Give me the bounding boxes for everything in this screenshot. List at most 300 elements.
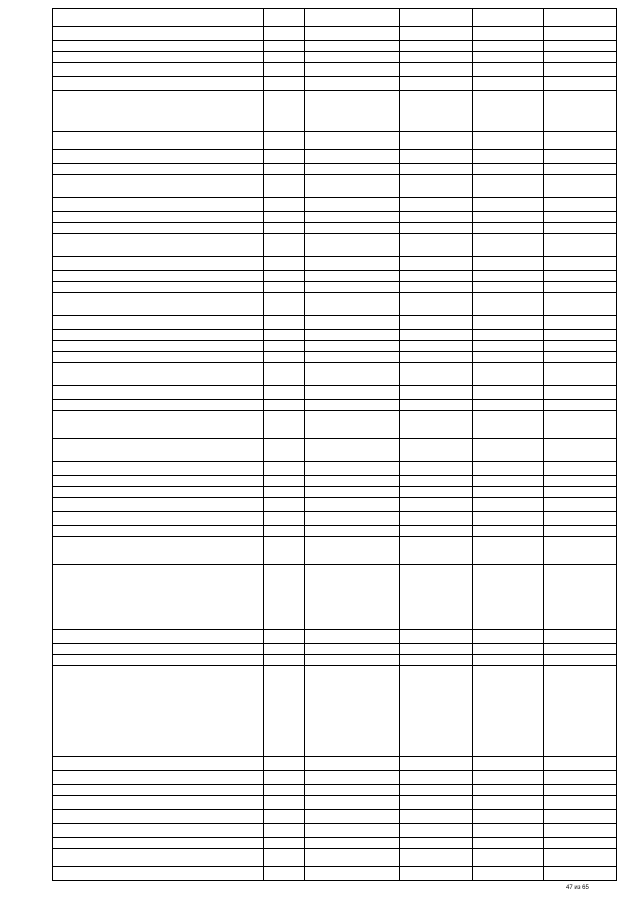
cell-ex <box>473 352 544 363</box>
cell-ad <box>264 164 305 175</box>
cell-ex <box>473 91 544 132</box>
cell-name <box>53 132 264 150</box>
cell-ex <box>473 512 544 526</box>
cell-code <box>305 785 400 796</box>
cell-sum <box>400 77 473 91</box>
cell-rest <box>544 462 617 476</box>
cell-ad <box>264 212 305 223</box>
cell-name <box>53 644 264 655</box>
cell-name <box>53 257 264 271</box>
table-row <box>53 462 617 476</box>
cell-name <box>53 91 264 132</box>
table-row <box>53 644 617 655</box>
cell-ex <box>473 52 544 63</box>
table-row <box>53 867 617 881</box>
cell-ex <box>473 462 544 476</box>
cell-code <box>305 565 400 630</box>
table-row <box>53 27 617 41</box>
table-row <box>53 785 617 796</box>
cell-sum <box>400 341 473 352</box>
cell-name <box>53 363 264 386</box>
cell-sum <box>400 838 473 849</box>
budget-table-body <box>53 9 617 881</box>
cell-ad <box>264 271 305 282</box>
cell-ex <box>473 757 544 771</box>
cell-rest <box>544 27 617 41</box>
table-row <box>53 655 617 666</box>
cell-ex <box>473 630 544 644</box>
cell-ad <box>264 867 305 881</box>
cell-name <box>53 223 264 234</box>
cell-code <box>305 796 400 810</box>
cell-ex <box>473 537 544 565</box>
cell-name <box>53 175 264 198</box>
cell-code <box>305 512 400 526</box>
cell-code <box>305 498 400 512</box>
cell-sum <box>400 644 473 655</box>
cell-sum <box>400 771 473 785</box>
cell-ad <box>264 293 305 316</box>
table-row <box>53 771 617 785</box>
cell-code <box>305 810 400 824</box>
cell-ad <box>264 526 305 537</box>
cell-name <box>53 512 264 526</box>
cell-sum <box>400 386 473 400</box>
cell-rest <box>544 150 617 164</box>
cell-ad <box>264 630 305 644</box>
cell-ex <box>473 132 544 150</box>
cell-ad <box>264 341 305 352</box>
cell-name <box>53 9 264 27</box>
cell-ad <box>264 282 305 293</box>
cell-ex <box>473 498 544 512</box>
cell-sum <box>400 212 473 223</box>
cell-rest <box>544 771 617 785</box>
cell-ex <box>473 27 544 41</box>
cell-ex <box>473 175 544 198</box>
cell-code <box>305 330 400 341</box>
cell-sum <box>400 400 473 411</box>
cell-ex <box>473 810 544 824</box>
cell-name <box>53 810 264 824</box>
cell-name <box>53 282 264 293</box>
table-row <box>53 257 617 271</box>
cell-name <box>53 537 264 565</box>
table-row <box>53 411 617 439</box>
cell-name <box>53 757 264 771</box>
cell-code <box>305 293 400 316</box>
table-row <box>53 796 617 810</box>
cell-name <box>53 487 264 498</box>
cell-sum <box>400 565 473 630</box>
cell-code <box>305 386 400 400</box>
cell-ex <box>473 223 544 234</box>
cell-ad <box>264 63 305 77</box>
cell-ad <box>264 91 305 132</box>
cell-sum <box>400 282 473 293</box>
cell-code <box>305 223 400 234</box>
cell-sum <box>400 150 473 164</box>
cell-sum <box>400 498 473 512</box>
cell-rest <box>544 212 617 223</box>
cell-ad <box>264 487 305 498</box>
cell-rest <box>544 476 617 487</box>
cell-ad <box>264 386 305 400</box>
cell-ex <box>473 849 544 867</box>
cell-code <box>305 9 400 27</box>
cell-sum <box>400 785 473 796</box>
table-row <box>53 198 617 212</box>
cell-rest <box>544 234 617 257</box>
cell-ad <box>264 565 305 630</box>
cell-sum <box>400 526 473 537</box>
cell-sum <box>400 363 473 386</box>
cell-ex <box>473 666 544 757</box>
cell-sum <box>400 198 473 212</box>
table-row <box>53 282 617 293</box>
table-row <box>53 52 617 63</box>
table-row <box>53 77 617 91</box>
cell-ex <box>473 271 544 282</box>
cell-ex <box>473 487 544 498</box>
cell-ad <box>264 655 305 666</box>
cell-rest <box>544 271 617 282</box>
cell-ex <box>473 476 544 487</box>
table-row <box>53 439 617 462</box>
cell-rest <box>544 77 617 91</box>
cell-name <box>53 498 264 512</box>
cell-name <box>53 234 264 257</box>
cell-name <box>53 439 264 462</box>
cell-ad <box>264 316 305 330</box>
cell-ad <box>264 223 305 234</box>
cell-name <box>53 330 264 341</box>
cell-rest <box>544 838 617 849</box>
cell-name <box>53 212 264 223</box>
cell-sum <box>400 487 473 498</box>
cell-rest <box>544 352 617 363</box>
table-row <box>53 666 617 757</box>
cell-name <box>53 271 264 282</box>
cell-rest <box>544 796 617 810</box>
cell-ex <box>473 293 544 316</box>
cell-rest <box>544 341 617 352</box>
table-row <box>53 91 617 132</box>
cell-sum <box>400 810 473 824</box>
cell-rest <box>544 41 617 52</box>
cell-ad <box>264 796 305 810</box>
cell-rest <box>544 9 617 27</box>
table-row <box>53 316 617 330</box>
cell-rest <box>544 63 617 77</box>
cell-ex <box>473 164 544 175</box>
cell-name <box>53 838 264 849</box>
cell-rest <box>544 498 617 512</box>
cell-sum <box>400 234 473 257</box>
cell-name <box>53 150 264 164</box>
cell-name <box>53 198 264 212</box>
cell-sum <box>400 330 473 341</box>
cell-ad <box>264 512 305 526</box>
cell-ad <box>264 439 305 462</box>
cell-ad <box>264 849 305 867</box>
cell-code <box>305 91 400 132</box>
table-row <box>53 849 617 867</box>
cell-name <box>53 630 264 644</box>
cell-rest <box>544 630 617 644</box>
cell-ex <box>473 363 544 386</box>
cell-ad <box>264 77 305 91</box>
cell-rest <box>544 526 617 537</box>
cell-rest <box>544 91 617 132</box>
cell-rest <box>544 565 617 630</box>
cell-ex <box>473 150 544 164</box>
cell-ad <box>264 462 305 476</box>
cell-ex <box>473 316 544 330</box>
cell-name <box>53 666 264 757</box>
cell-rest <box>544 164 617 175</box>
table-row <box>53 132 617 150</box>
cell-ex <box>473 9 544 27</box>
cell-code <box>305 476 400 487</box>
cell-sum <box>400 271 473 282</box>
cell-ad <box>264 771 305 785</box>
cell-rest <box>544 867 617 881</box>
table-row <box>53 41 617 52</box>
cell-code <box>305 27 400 41</box>
cell-code <box>305 77 400 91</box>
cell-ex <box>473 644 544 655</box>
cell-rest <box>544 644 617 655</box>
cell-rest <box>544 785 617 796</box>
table-row <box>53 341 617 352</box>
cell-sum <box>400 867 473 881</box>
cell-code <box>305 537 400 565</box>
cell-ex <box>473 63 544 77</box>
cell-name <box>53 824 264 838</box>
cell-ex <box>473 411 544 439</box>
table-row <box>53 526 617 537</box>
cell-code <box>305 234 400 257</box>
table-row <box>53 487 617 498</box>
cell-rest <box>544 655 617 666</box>
cell-name <box>53 293 264 316</box>
cell-name <box>53 655 264 666</box>
cell-ad <box>264 132 305 150</box>
cell-name <box>53 849 264 867</box>
cell-name <box>53 352 264 363</box>
cell-name <box>53 164 264 175</box>
cell-sum <box>400 655 473 666</box>
cell-code <box>305 257 400 271</box>
cell-rest <box>544 810 617 824</box>
table-row <box>53 630 617 644</box>
table-row <box>53 271 617 282</box>
cell-code <box>305 867 400 881</box>
cell-code <box>305 526 400 537</box>
table-row <box>53 223 617 234</box>
cell-ad <box>264 330 305 341</box>
cell-rest <box>544 757 617 771</box>
table-row <box>53 352 617 363</box>
cell-name <box>53 867 264 881</box>
cell-ex <box>473 330 544 341</box>
cell-ad <box>264 257 305 271</box>
cell-name <box>53 565 264 630</box>
cell-ex <box>473 771 544 785</box>
cell-ex <box>473 655 544 666</box>
cell-ad <box>264 498 305 512</box>
cell-name <box>53 27 264 41</box>
table-row <box>53 824 617 838</box>
cell-sum <box>400 849 473 867</box>
cell-ad <box>264 9 305 27</box>
table-row <box>53 476 617 487</box>
cell-code <box>305 838 400 849</box>
cell-code <box>305 400 400 411</box>
cell-ex <box>473 824 544 838</box>
cell-code <box>305 824 400 838</box>
table-row <box>53 757 617 771</box>
cell-code <box>305 150 400 164</box>
cell-ad <box>264 824 305 838</box>
cell-rest <box>544 52 617 63</box>
cell-rest <box>544 293 617 316</box>
cell-sum <box>400 27 473 41</box>
cell-sum <box>400 352 473 363</box>
cell-sum <box>400 439 473 462</box>
cell-sum <box>400 223 473 234</box>
cell-ad <box>264 644 305 655</box>
cell-ad <box>264 666 305 757</box>
cell-name <box>53 52 264 63</box>
cell-name <box>53 476 264 487</box>
table-row <box>53 838 617 849</box>
cell-ad <box>264 785 305 796</box>
cell-code <box>305 666 400 757</box>
table-row <box>53 498 617 512</box>
cell-sum <box>400 9 473 27</box>
cell-code <box>305 282 400 293</box>
cell-ex <box>473 234 544 257</box>
cell-rest <box>544 330 617 341</box>
table-row <box>53 9 617 27</box>
cell-sum <box>400 824 473 838</box>
cell-code <box>305 630 400 644</box>
cell-sum <box>400 512 473 526</box>
cell-rest <box>544 824 617 838</box>
cell-ad <box>264 476 305 487</box>
cell-ex <box>473 526 544 537</box>
cell-rest <box>544 537 617 565</box>
cell-ex <box>473 867 544 881</box>
cell-sum <box>400 293 473 316</box>
cell-code <box>305 411 400 439</box>
cell-ex <box>473 257 544 271</box>
cell-ex <box>473 565 544 630</box>
cell-name <box>53 77 264 91</box>
cell-code <box>305 63 400 77</box>
cell-sum <box>400 630 473 644</box>
cell-rest <box>544 849 617 867</box>
cell-rest <box>544 198 617 212</box>
cell-sum <box>400 257 473 271</box>
cell-name <box>53 785 264 796</box>
cell-rest <box>544 400 617 411</box>
cell-sum <box>400 52 473 63</box>
cell-ex <box>473 41 544 52</box>
cell-ex <box>473 77 544 91</box>
cell-sum <box>400 757 473 771</box>
cell-name <box>53 526 264 537</box>
cell-rest <box>544 316 617 330</box>
cell-sum <box>400 411 473 439</box>
cell-rest <box>544 666 617 757</box>
cell-ex <box>473 439 544 462</box>
cell-ad <box>264 537 305 565</box>
table-row <box>53 212 617 223</box>
cell-rest <box>544 132 617 150</box>
cell-sum <box>400 63 473 77</box>
cell-sum <box>400 41 473 52</box>
table-row <box>53 175 617 198</box>
cell-sum <box>400 132 473 150</box>
cell-rest <box>544 257 617 271</box>
cell-ad <box>264 234 305 257</box>
cell-ex <box>473 785 544 796</box>
cell-rest <box>544 282 617 293</box>
cell-rest <box>544 439 617 462</box>
cell-name <box>53 400 264 411</box>
cell-rest <box>544 223 617 234</box>
cell-ad <box>264 411 305 439</box>
cell-ex <box>473 400 544 411</box>
cell-name <box>53 462 264 476</box>
table-row <box>53 330 617 341</box>
cell-ad <box>264 41 305 52</box>
cell-code <box>305 487 400 498</box>
cell-code <box>305 132 400 150</box>
cell-ex <box>473 212 544 223</box>
cell-code <box>305 175 400 198</box>
table-row <box>53 400 617 411</box>
cell-ex <box>473 341 544 352</box>
cell-code <box>305 271 400 282</box>
cell-sum <box>400 537 473 565</box>
cell-ex <box>473 198 544 212</box>
page-number: 47 из 65 <box>566 885 589 891</box>
cell-code <box>305 462 400 476</box>
cell-code <box>305 439 400 462</box>
cell-code <box>305 655 400 666</box>
cell-ad <box>264 838 305 849</box>
cell-sum <box>400 462 473 476</box>
cell-code <box>305 198 400 212</box>
cell-code <box>305 757 400 771</box>
table-row <box>53 512 617 526</box>
cell-ad <box>264 352 305 363</box>
cell-sum <box>400 796 473 810</box>
cell-code <box>305 771 400 785</box>
cell-rest <box>544 411 617 439</box>
budget-table <box>52 8 617 881</box>
table-row <box>53 565 617 630</box>
cell-rest <box>544 512 617 526</box>
cell-code <box>305 363 400 386</box>
table-row <box>53 537 617 565</box>
cell-name <box>53 771 264 785</box>
table-row <box>53 164 617 175</box>
